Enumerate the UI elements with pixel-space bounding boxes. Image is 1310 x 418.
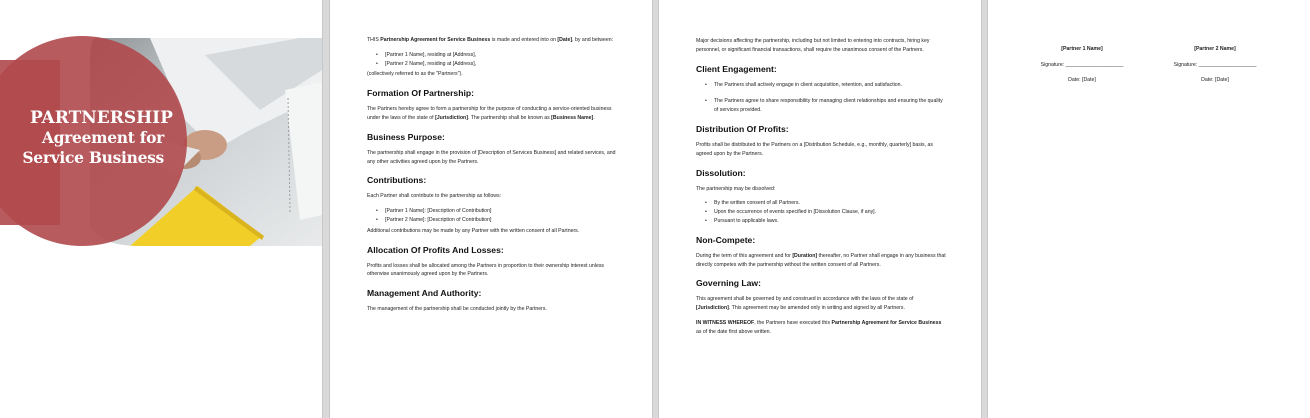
section-heading: Management And Authority: <box>367 288 482 299</box>
cover-title <box>14 108 173 168</box>
dissolution-list <box>696 199 946 225</box>
cover-title-line1: PARTNERSHIP <box>30 108 173 128</box>
signature-date: Date: [Date] <box>1068 77 1096 83</box>
parties-list <box>367 51 617 69</box>
decisions-paragraph: Major decisions affecting the partnership, including but not limited to entering into contracts, hiring key personnel, or significant financial transactions, shall require the unanimous consent of the Partners. <box>696 38 930 53</box>
collective-note: (collectively referred to as the "Partners"). <box>367 71 463 78</box>
list-item: • [Partner 2 Name]: [Description of Contribution] <box>385 216 617 225</box>
dissolution-intro: The partnership may be dissolved: <box>696 185 776 192</box>
page-body <box>367 36 617 320</box>
intro-paragraph: THIS Partnership Agreement for Service Business is made and entered into on [Date], by and between: <box>367 37 614 43</box>
list-item: • Pursuant to applicable laws. <box>714 217 946 226</box>
list-item: • [Partner 2 Name], residing at [Address], <box>385 60 617 69</box>
contrib-intro: Each Partner shall contribute to the partnership as follows: <box>367 193 502 200</box>
section-heading: Allocation Of Profits And Losses: <box>367 244 504 255</box>
signature-block-partner1 <box>1022 46 1142 83</box>
partner-name: [Partner 1 Name] <box>1061 46 1103 52</box>
cover-title-line2: Agreement for <box>41 128 164 147</box>
list-item: • By the written consent of all Partners. <box>714 199 946 208</box>
profits-paragraph: Profits and losses shall be allocated among the Partners in proportion to their ownership interest unless otherwise unanimously agreed upon by the Partners. <box>367 262 605 278</box>
list-item: • [Partner 1 Name], residing at [Address], <box>385 51 617 60</box>
signature-date: Date: [Date] <box>1201 77 1229 83</box>
formation-paragraph: The Partners hereby agree to form a partnership for the purpose of conducting a service-oriented business under the laws of the state of [Jurisdiction]. The partnership shall be known as [Business Name]. <box>367 106 612 121</box>
section-heading: Client Engagement: <box>696 63 777 74</box>
cover-page <box>0 0 322 418</box>
agreement-page-3 <box>659 0 981 418</box>
list-item: • The Partners agree to share responsibility for managing client relationships and ensuring the quality of services provided. <box>714 97 946 115</box>
partner-name: [Partner 2 Name] <box>1194 46 1236 52</box>
list-item: • The Partners shall actively engage in client acquisition, retention, and satisfaction. <box>714 81 946 90</box>
list-item: • Upon the occurrence of events specified in [Dissolution Clause, if any]. <box>714 208 946 217</box>
purpose-paragraph: The partnership shall engage in the provision of [Description of Services Business] and related services, and any other activities agreed upon by the Partners. <box>367 149 616 165</box>
contrib-list <box>367 207 617 225</box>
law-paragraph: This agreement shall be governed by and construed in accordance with the laws of the state of [Jurisdiction]. This agreement may be amended only in writing and signed by all Partners. <box>696 296 914 312</box>
section-heading: Contributions: <box>367 175 427 186</box>
signature-block-partner2 <box>1155 46 1275 83</box>
page-body <box>696 37 946 343</box>
contrib-additional: Additional contributions may be made by any Partner with the written consent of all Partners. <box>367 227 580 234</box>
witness-paragraph: IN WITNESS WHEREOF, the Partners have executed this Partnership Agreement for Service Business as of the date first above written. <box>696 319 942 335</box>
section-heading: Non-Compete: <box>696 234 756 245</box>
list-item: • [Partner 1 Name]: [Description of Contribution] <box>385 207 617 216</box>
noncompete-paragraph: During the term of this agreement and for [Duration] thereafter, no Partner shall engage in any business that directly competes with the partnership without the written consent of all Partners. <box>696 252 946 268</box>
signature-line: Signature: ____________________ <box>1173 62 1257 68</box>
section-heading: Governing Law: <box>696 278 761 289</box>
section-heading: Dissolution: <box>696 167 746 178</box>
section-heading: Distribution Of Profits: <box>696 123 789 134</box>
distribution-paragraph: Profits shall be distributed to the Partners on a [Distribution Schedule, e.g., monthly, quarterly] basis, as agreed upon by the Partners. <box>696 141 933 157</box>
signature-line: Signature: ____________________ <box>1040 62 1124 68</box>
client-list <box>696 81 946 115</box>
section-heading: Business Purpose: <box>367 131 445 142</box>
cover-photo <box>0 0 322 418</box>
section-heading: Formation Of Partnership: <box>367 88 474 99</box>
signature-page <box>988 0 1310 418</box>
agreement-page-2 <box>330 0 652 418</box>
cover-title-line3: Service Business <box>22 148 164 167</box>
mgmt-paragraph: The management of the partnership shall be conducted jointly by the Partners. <box>367 306 547 313</box>
